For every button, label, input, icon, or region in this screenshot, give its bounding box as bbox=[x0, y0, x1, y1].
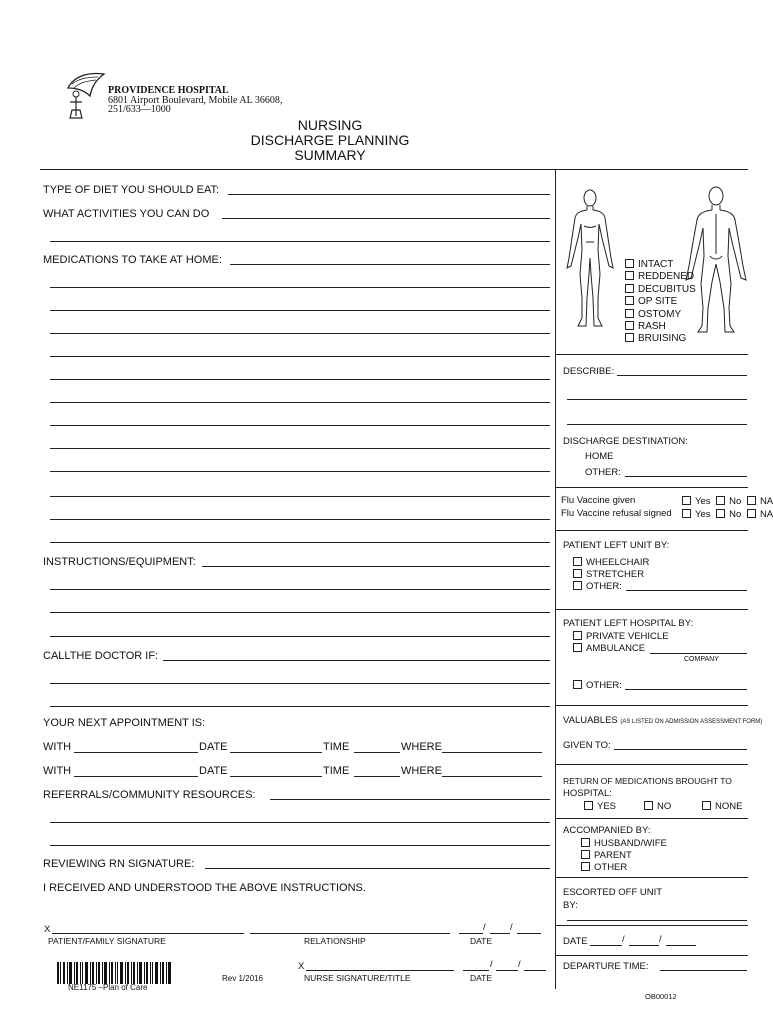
revision-label: Rev 1/2016 bbox=[222, 974, 263, 983]
section-divider bbox=[555, 609, 748, 610]
checkbox[interactable] bbox=[581, 862, 590, 871]
valuables-note: (AS LISTED ON ADMISSION ASSESSMENT FORM) bbox=[620, 719, 763, 725]
date-slash: / bbox=[490, 959, 493, 970]
referrals-field[interactable] bbox=[270, 799, 550, 800]
form-code: OB00012 bbox=[645, 992, 677, 1001]
checkbox[interactable] bbox=[573, 569, 582, 578]
skin-option-label: INTACT bbox=[638, 259, 674, 270]
skin-option-intact[interactable] bbox=[625, 259, 696, 271]
describe-label: DESCRIBE: bbox=[563, 366, 615, 377]
other-destination-label: OTHER: bbox=[585, 467, 621, 478]
ambulance-company-field[interactable] bbox=[650, 653, 747, 654]
date-slash: / bbox=[483, 922, 486, 933]
medications-line[interactable] bbox=[50, 425, 550, 426]
skin-option-decubitus[interactable] bbox=[625, 284, 696, 296]
relationship-field[interactable] bbox=[250, 933, 450, 934]
checkbox[interactable] bbox=[682, 496, 691, 505]
section-divider bbox=[555, 877, 748, 878]
yes-label: Yes bbox=[695, 496, 711, 507]
appointment-date-field[interactable] bbox=[230, 776, 322, 777]
flu-refusal-options bbox=[682, 509, 773, 520]
checkbox[interactable] bbox=[625, 309, 634, 318]
other-destination-field[interactable] bbox=[625, 476, 747, 477]
page-title bbox=[230, 118, 430, 163]
skin-option-ostomy[interactable] bbox=[625, 309, 696, 321]
describe-line[interactable] bbox=[567, 424, 747, 425]
given-to-label: GIVEN TO: bbox=[563, 740, 611, 751]
departure-time-label: DEPARTURE TIME: bbox=[563, 961, 649, 972]
appointment-where-field[interactable] bbox=[442, 752, 542, 753]
husband-wife-label: HUSBAND/WIFE bbox=[594, 838, 667, 849]
date-month-field[interactable] bbox=[590, 945, 622, 946]
checkbox[interactable] bbox=[747, 509, 756, 518]
other-label: OTHER: bbox=[586, 581, 622, 592]
diet-field[interactable] bbox=[228, 194, 550, 195]
with-label: WITH bbox=[43, 741, 72, 753]
other-hospital-option[interactable] bbox=[573, 680, 622, 691]
hospital-logo bbox=[58, 70, 108, 122]
skin-option-bruising[interactable] bbox=[625, 333, 696, 345]
ambulance-label: AMBULANCE bbox=[586, 643, 646, 654]
yes-label: YES bbox=[597, 801, 617, 812]
appointment-time-field[interactable] bbox=[354, 776, 400, 777]
return-meds-no[interactable] bbox=[644, 801, 671, 812]
section-divider bbox=[555, 818, 748, 819]
other-label: OTHER: bbox=[586, 680, 622, 691]
referrals-line[interactable] bbox=[50, 822, 550, 823]
wheelchair-label: WHEELCHAIR bbox=[586, 557, 650, 568]
flu-given-label: Flu Vaccine given bbox=[561, 495, 636, 506]
medications-line[interactable] bbox=[50, 402, 550, 403]
skin-option-label: REDDENED bbox=[638, 271, 695, 283]
checkbox[interactable] bbox=[644, 801, 653, 810]
checkbox[interactable] bbox=[625, 271, 634, 280]
describe-line[interactable] bbox=[567, 399, 747, 400]
barcode bbox=[57, 962, 172, 984]
with-label: WITH bbox=[43, 765, 72, 777]
date-label: DATE bbox=[470, 973, 493, 983]
checkbox[interactable] bbox=[625, 333, 634, 342]
title-line-2: DISCHARGE PLANNING bbox=[250, 132, 410, 149]
none-label: NONE bbox=[715, 801, 743, 812]
checkbox[interactable] bbox=[747, 496, 756, 505]
husband-wife-option[interactable] bbox=[581, 838, 667, 849]
checkbox[interactable] bbox=[625, 259, 634, 268]
wheelchair-option[interactable] bbox=[573, 557, 649, 568]
other-hospital-field[interactable] bbox=[625, 689, 747, 690]
date-label: DATE bbox=[199, 765, 228, 777]
medications-label: MEDICATIONS TO TAKE AT HOME: bbox=[43, 254, 222, 266]
other-accompanied-option[interactable] bbox=[581, 862, 627, 873]
header-divider bbox=[40, 169, 748, 170]
section-divider bbox=[555, 530, 748, 531]
stretcher-option[interactable] bbox=[573, 569, 644, 580]
left-hospital-label: PATIENT LEFT HOSPITAL BY: bbox=[563, 618, 694, 629]
instructions-line[interactable] bbox=[50, 589, 550, 590]
checkbox[interactable] bbox=[716, 509, 725, 518]
no-label: No bbox=[729, 509, 742, 520]
na-label: NA bbox=[759, 509, 773, 520]
parent-option[interactable] bbox=[581, 850, 632, 861]
no-label: NO bbox=[657, 801, 672, 812]
date-slash: / bbox=[510, 922, 513, 933]
checkbox[interactable] bbox=[573, 581, 582, 590]
section-divider bbox=[555, 955, 748, 956]
return-meds-none[interactable] bbox=[702, 801, 742, 812]
flu-given-options bbox=[682, 496, 773, 507]
section-divider bbox=[555, 487, 748, 488]
skin-option-label: DECUBITUS bbox=[638, 283, 696, 295]
return-meds-label: RETURN OF MEDICATIONS BROUGHT TO bbox=[563, 776, 732, 786]
medications-line[interactable] bbox=[50, 448, 550, 449]
date-day-field[interactable] bbox=[490, 933, 510, 934]
medications-line[interactable] bbox=[50, 471, 550, 472]
date-month-field[interactable] bbox=[463, 970, 489, 971]
reviewing-rn-label: REVIEWING RN SIGNATURE: bbox=[43, 858, 195, 870]
appointment-time-field[interactable] bbox=[354, 752, 400, 753]
title-line-3: SUMMARY bbox=[294, 147, 366, 164]
front-body-figure bbox=[567, 190, 613, 326]
appointment-with-field[interactable] bbox=[74, 752, 198, 753]
left-unit-label: PATIENT LEFT UNIT BY: bbox=[563, 540, 670, 551]
activities-field-2[interactable] bbox=[50, 241, 550, 242]
activities-field[interactable] bbox=[222, 218, 550, 219]
call-doctor-field[interactable] bbox=[163, 660, 550, 661]
patient-signature-field[interactable] bbox=[52, 933, 244, 934]
nurse-signature-field[interactable] bbox=[306, 970, 454, 971]
checkbox[interactable] bbox=[581, 838, 590, 847]
date-year-field[interactable] bbox=[524, 970, 546, 971]
valuables-label bbox=[563, 716, 762, 726]
time-label: TIME bbox=[323, 765, 350, 777]
referrals-line[interactable] bbox=[50, 845, 550, 846]
section-divider bbox=[555, 764, 748, 765]
skin-option-label: BRUISING bbox=[638, 333, 687, 345]
checkbox[interactable] bbox=[584, 801, 593, 810]
instructions-line[interactable] bbox=[50, 612, 550, 613]
other-unit-option[interactable] bbox=[573, 581, 622, 592]
patient-signature-label: PATIENT/FAMILY SIGNATURE bbox=[48, 936, 166, 946]
private-vehicle-label: PRIVATE VEHICLE bbox=[586, 631, 669, 642]
date-right-label: DATE bbox=[563, 936, 588, 947]
call-doctor-label: CALLTHE DOCTOR IF: bbox=[43, 650, 159, 662]
x-mark: X bbox=[298, 961, 305, 972]
parent-label: PARENT bbox=[594, 850, 632, 861]
given-to-field[interactable] bbox=[614, 749, 747, 750]
instructions-field[interactable] bbox=[202, 566, 550, 567]
where-label: WHERE bbox=[401, 765, 442, 777]
reviewing-rn-signature-field[interactable] bbox=[205, 868, 550, 869]
no-label: No bbox=[729, 496, 742, 507]
call-doctor-line[interactable] bbox=[50, 706, 550, 707]
x-mark: X bbox=[44, 924, 51, 935]
hospital-name: PROVIDENCE HOSPITAL bbox=[108, 85, 229, 96]
date-day-field[interactable] bbox=[496, 970, 518, 971]
stretcher-label: STRETCHER bbox=[586, 569, 645, 580]
medications-line[interactable] bbox=[50, 333, 550, 334]
medications-line[interactable] bbox=[50, 519, 550, 520]
instructions-label: INSTRUCTIONS/EQUIPMENT: bbox=[43, 556, 196, 568]
hospital-address: 6801 Airport Boulevard, Mobile AL 36608, bbox=[108, 95, 283, 106]
medications-line[interactable] bbox=[50, 379, 550, 380]
escorted-label: ESCORTED OFF UNIT bbox=[563, 887, 663, 898]
appointment-where-field[interactable] bbox=[442, 776, 542, 777]
medications-line[interactable] bbox=[50, 356, 550, 357]
other-unit-field[interactable] bbox=[626, 590, 747, 591]
section-divider bbox=[555, 925, 748, 926]
home-option[interactable]: HOME bbox=[585, 451, 614, 462]
section-divider bbox=[555, 705, 748, 706]
medications-line[interactable] bbox=[50, 310, 550, 311]
describe-field[interactable] bbox=[617, 375, 747, 376]
escorted-field[interactable] bbox=[567, 920, 747, 921]
date-label: DATE bbox=[199, 741, 228, 753]
barcode-caption: NE1175 –Plan of Care bbox=[68, 983, 148, 992]
skin-option-rash[interactable] bbox=[625, 321, 696, 333]
discharge-destination-label: DISCHARGE DESTINATION: bbox=[563, 436, 688, 447]
other-label: OTHER bbox=[594, 862, 628, 873]
date-slash: / bbox=[659, 934, 662, 945]
skin-option-label: RASH bbox=[638, 321, 666, 333]
flu-refusal-label: Flu Vaccine refusal signed bbox=[561, 508, 672, 519]
return-meds-label-2: HOSPITAL: bbox=[563, 788, 612, 799]
skin-option-label: OP SITE bbox=[638, 296, 678, 308]
title-line-1: NURSING bbox=[297, 117, 363, 133]
skin-option-label: OSTOMY bbox=[638, 308, 682, 320]
checkbox[interactable] bbox=[682, 509, 691, 518]
company-label: COMPANY bbox=[684, 656, 719, 663]
checkbox[interactable] bbox=[573, 557, 582, 566]
checkbox[interactable] bbox=[625, 284, 634, 293]
nurse-signature-label: NURSE SIGNATURE/TITLE bbox=[304, 973, 411, 983]
hospital-phone: 251/633—1000 bbox=[108, 104, 171, 115]
medications-line[interactable] bbox=[50, 542, 550, 543]
ambulance-option[interactable] bbox=[573, 643, 645, 654]
checkbox[interactable] bbox=[625, 321, 634, 330]
appointment-date-field[interactable] bbox=[230, 752, 322, 753]
next-appointment-label: YOUR NEXT APPOINTMENT IS: bbox=[43, 717, 206, 729]
date-month-field[interactable] bbox=[459, 933, 483, 934]
date-year-field[interactable] bbox=[517, 933, 541, 934]
return-meds-yes[interactable] bbox=[584, 801, 616, 812]
medications-field[interactable] bbox=[230, 264, 550, 265]
accompanied-by-label: ACCOMPANIED BY: bbox=[563, 825, 651, 836]
where-label: WHERE bbox=[401, 741, 442, 753]
date-slash: / bbox=[518, 959, 521, 970]
activities-label: WHAT ACTIVITIES YOU CAN DO bbox=[43, 208, 210, 220]
skin-condition-list bbox=[625, 259, 696, 346]
instructions-line[interactable] bbox=[50, 636, 550, 637]
date-slash: / bbox=[622, 934, 625, 945]
escorted-label-2: BY: bbox=[563, 900, 578, 911]
departure-time-field[interactable] bbox=[660, 970, 747, 971]
relationship-label: RELATIONSHIP bbox=[304, 936, 366, 946]
checkbox[interactable] bbox=[573, 643, 582, 652]
yes-label: Yes bbox=[695, 509, 711, 520]
date-day-field[interactable] bbox=[629, 945, 659, 946]
received-statement: I RECEIVED AND UNDERSTOOD THE ABOVE INSTRUCTIONS. bbox=[43, 882, 366, 894]
diet-label: TYPE OF DIET YOU SHOULD EAT: bbox=[43, 184, 220, 196]
checkbox[interactable] bbox=[581, 850, 590, 859]
na-label: NA bbox=[759, 496, 773, 507]
medications-line[interactable] bbox=[50, 496, 550, 497]
date-label: DATE bbox=[470, 936, 493, 946]
column-divider bbox=[555, 169, 556, 989]
checkbox[interactable] bbox=[702, 801, 711, 810]
medications-line[interactable] bbox=[50, 287, 550, 288]
section-divider bbox=[555, 354, 748, 355]
skin-option-reddened[interactable] bbox=[625, 271, 696, 283]
checkbox[interactable] bbox=[625, 296, 634, 305]
valuables-text: VALUABLES bbox=[563, 715, 618, 726]
date-year-field[interactable] bbox=[666, 945, 696, 946]
referrals-label: REFERRALS/COMMUNITY RESOURCES: bbox=[43, 789, 256, 801]
appointment-with-field[interactable] bbox=[74, 776, 198, 777]
private-vehicle-option[interactable] bbox=[573, 631, 669, 642]
checkbox[interactable] bbox=[716, 496, 725, 505]
checkbox[interactable] bbox=[573, 631, 582, 640]
skin-option-op-site[interactable] bbox=[625, 296, 696, 308]
time-label: TIME bbox=[323, 741, 350, 753]
call-doctor-line[interactable] bbox=[50, 683, 550, 684]
checkbox[interactable] bbox=[573, 680, 582, 689]
